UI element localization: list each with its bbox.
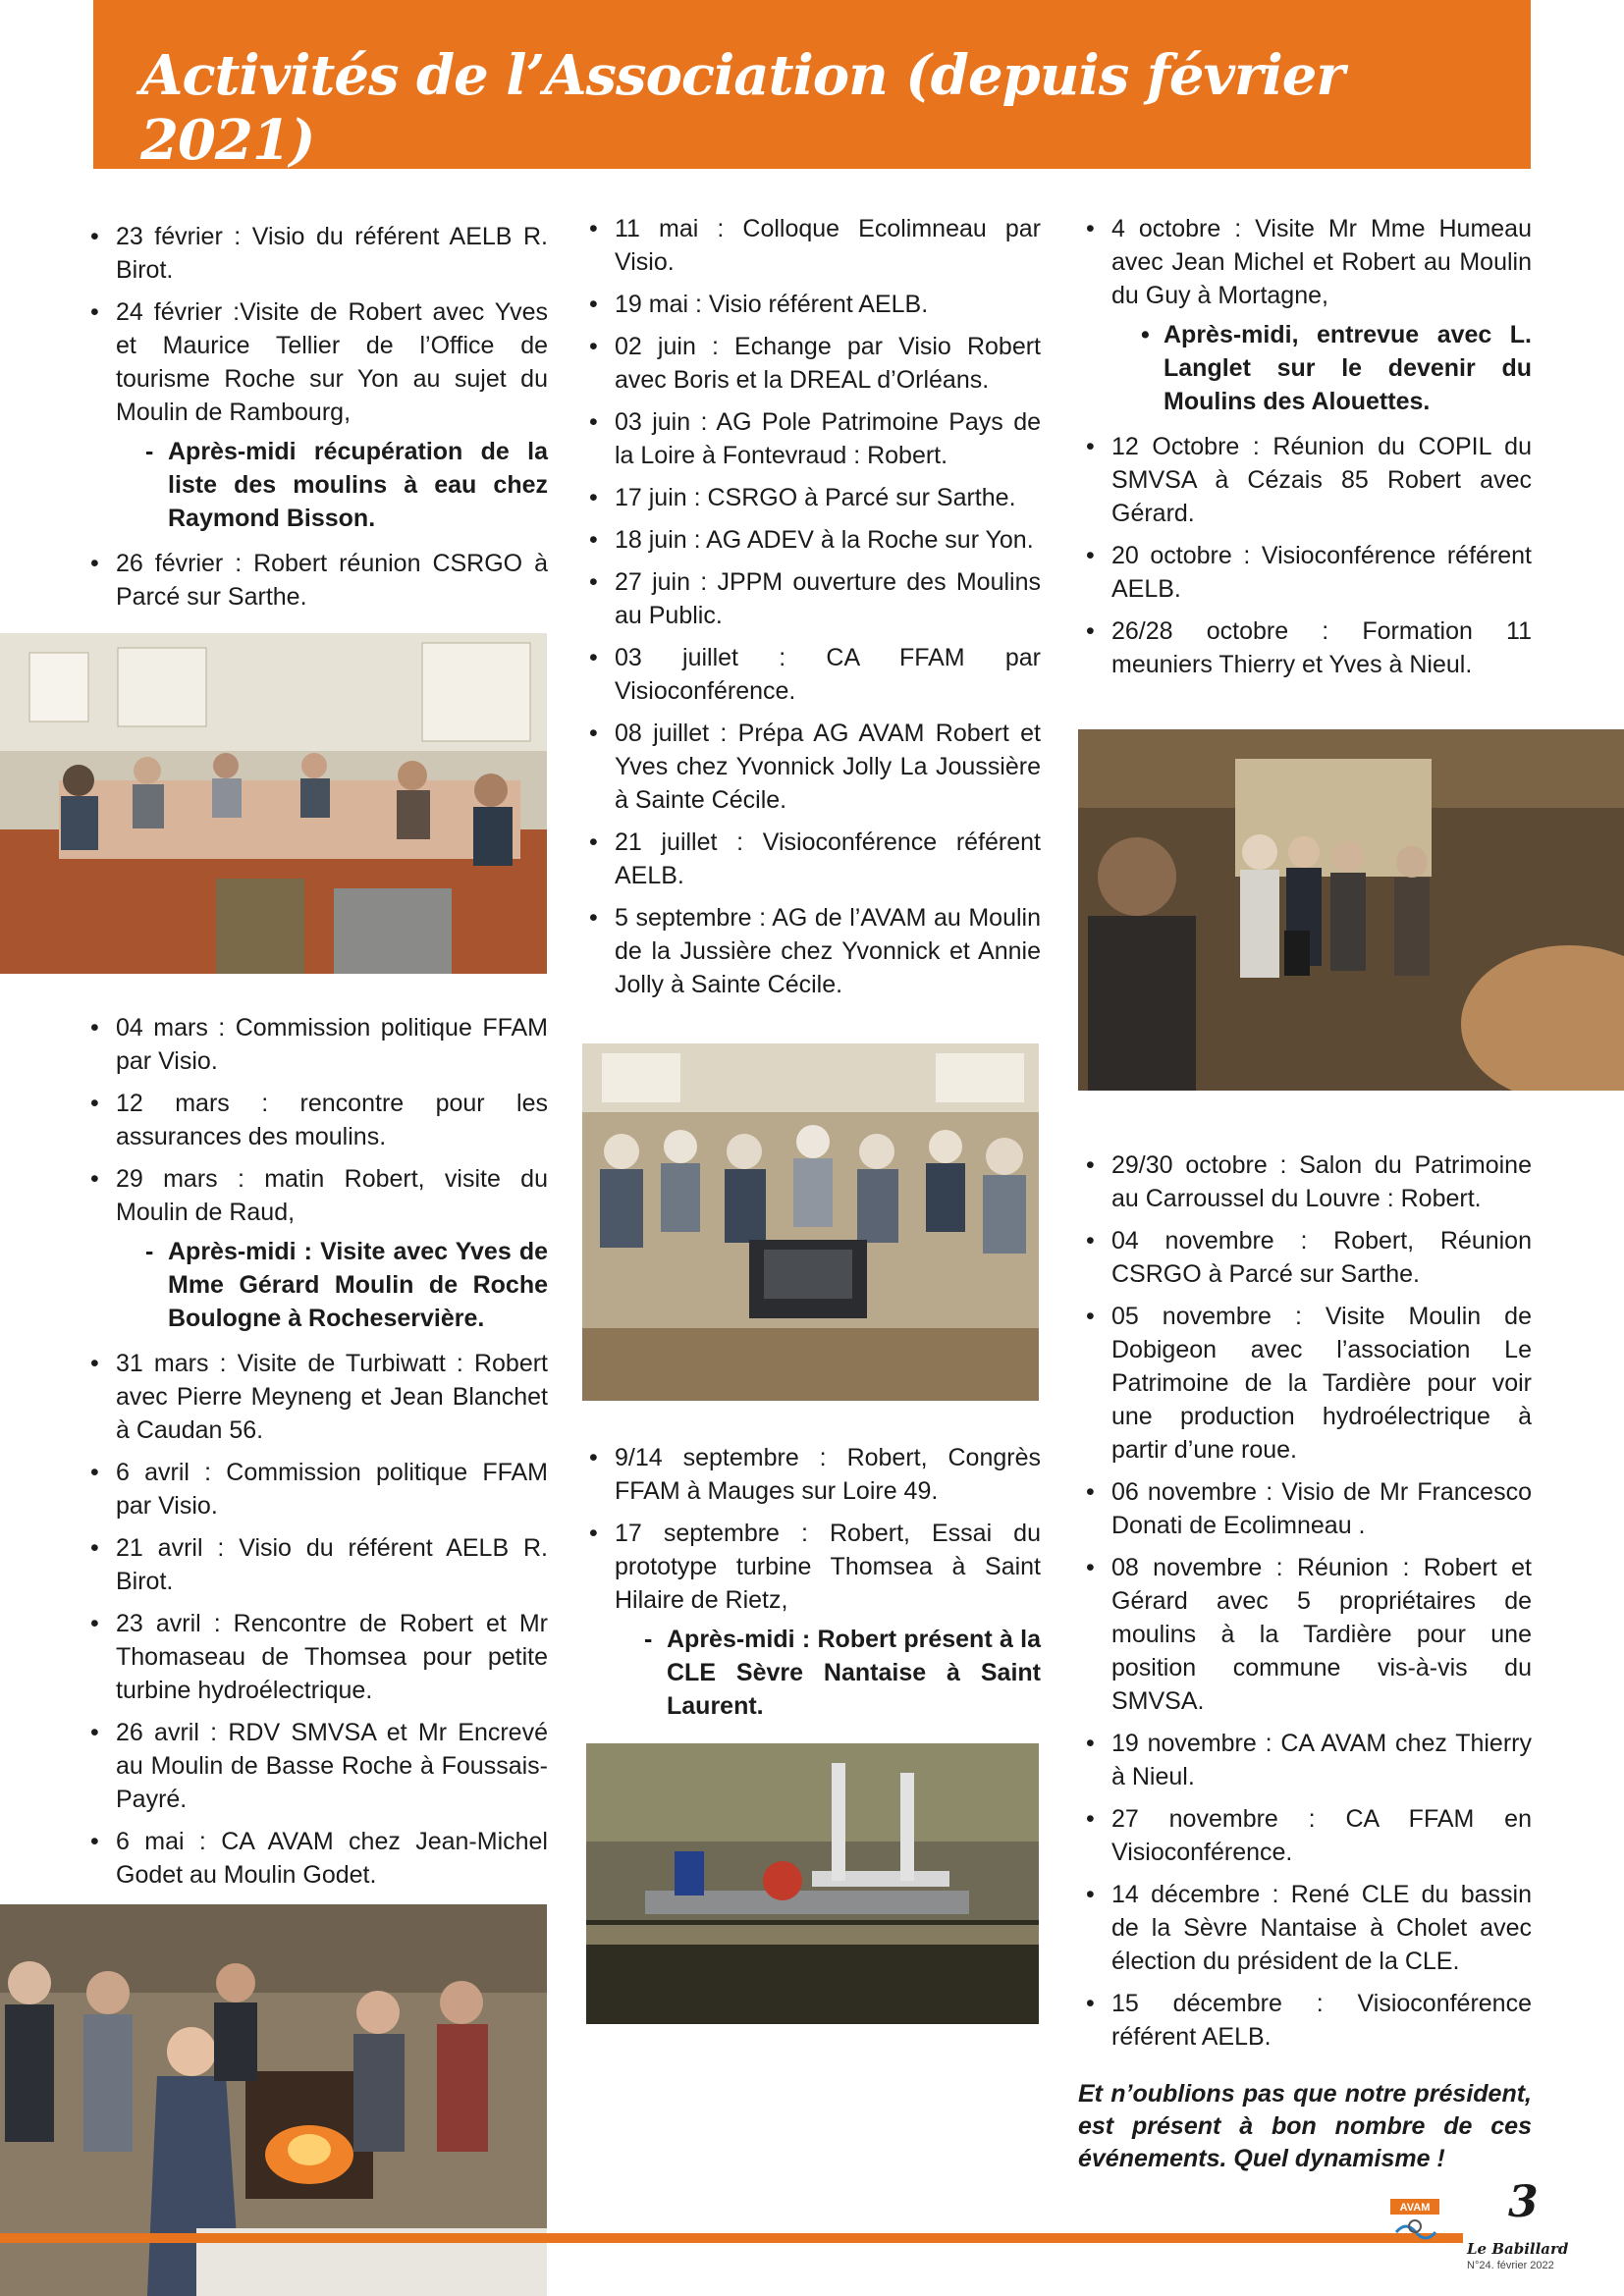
event-sub-item: - Après-midi récupération de la liste des moulins à eau chez Raymond Bisson.: [145, 438, 548, 532]
event-item: [585, 288, 1041, 321]
event-item: [86, 1011, 548, 1078]
svg-text:AVAM: AVAM: [1399, 2202, 1431, 2214]
avam-logo: [1390, 2199, 1439, 2244]
photo-conference-audience: [582, 1043, 1039, 1401]
event-text: 11 mai : Colloque Ecolimneau par Visio.: [615, 215, 1041, 276]
photo-turbine-test: [586, 1743, 1039, 2024]
event-text: 6 mai : CA AVAM chez Jean-Michel Godet au Moulin Godet.: [116, 1828, 548, 1889]
event-text: 05 novembre : Visite Moulin de Dobigeon avec l’association Le Patrimoine de la Tardière pour voir une production hydroélectrique à partir d’une roue.: [1111, 1303, 1532, 1464]
column-2-top: [585, 212, 1041, 1010]
event-text: 4 octobre : Visite Mr Mme Humeau avec Jean Michel et Robert au Moulin du Guy à Mortagne,: [1111, 215, 1532, 309]
header-banner: [93, 0, 1531, 173]
magazine-title: Le Babillard: [1467, 2240, 1569, 2258]
column-2-bottom: [585, 1441, 1041, 1735]
event-text: 12 mars : rencontre pour les assurances des moulins.: [116, 1090, 548, 1150]
photo-mill-visit: [1078, 729, 1624, 1091]
event-item: [86, 1347, 548, 1447]
event-item: [1082, 1300, 1532, 1467]
event-text: 17 septembre : Robert, Essai du prototype turbine Thomsea à Saint Hilaire de Rietz,: [615, 1520, 1041, 1614]
event-text: 23 février : Visio du référent AELB R. Birot.: [116, 223, 548, 284]
event-item: [86, 1825, 548, 1892]
event-sub-item: - Après-midi : Visite avec Yves de Mme Gérard Moulin de Roche Boulogne à Rocheservière.: [145, 1238, 548, 1332]
event-text: 08 novembre : Réunion : Robert et Gérard avec 5 propriétaires de moulins à la Tardière pour une position commune vis-à-vis du SMVSA.: [1111, 1554, 1532, 1715]
event-text: 19 mai : Visio référent AELB.: [615, 291, 929, 318]
event-item: [585, 641, 1041, 708]
event-item: [585, 901, 1041, 1001]
event-text: 27 novembre : CA FFAM en Visioconférence.: [1111, 1805, 1532, 1866]
event-text: 02 juin : Echange par Visio Robert avec Boris et la DREAL d’Orléans.: [615, 333, 1041, 394]
event-text: 26 février : Robert réunion CSRGO à Parcé sur Sarthe.: [116, 550, 548, 611]
page-number: 3: [1508, 2177, 1539, 2227]
event-sub-text: Après-midi récupération de la liste des moulins à eau chez Raymond Bisson.: [168, 438, 548, 532]
event-text: 29/30 octobre : Salon du Patrimoine au Carroussel du Louvre : Robert.: [1111, 1151, 1532, 1212]
magazine-issue: N°24. février 2022: [1467, 2260, 1554, 2271]
event-item: [86, 220, 548, 287]
event-item: [585, 1517, 1041, 1723]
event-item: [86, 1607, 548, 1707]
event-item: [1082, 1148, 1532, 1215]
event-item: [1082, 1551, 1532, 1718]
event-item: [585, 405, 1041, 472]
event-item: [86, 547, 548, 614]
closing-remark: Et n’oublions pas que notre président, est présent à bon nombre de ces événements. Quel dynamisme !: [1078, 2080, 1532, 2172]
event-sub-text: Après-midi, entrevue avec L. Langlet sur le devenir du Moulins des Alouettes.: [1164, 321, 1532, 415]
event-text: 03 juin : AG Pole Patrimoine Pays de la Loire à Fontevraud : Robert.: [615, 408, 1041, 469]
event-text: 08 juillet : Prépa AG AVAM Robert et Yves chez Yvonnick Jolly La Joussière à Sainte Cécile.: [615, 720, 1041, 814]
event-item: [86, 1087, 548, 1153]
event-text: 31 mars : Visite de Turbiwatt : Robert avec Pierre Meyneng et Jean Blanchet à Caudan 56.: [116, 1350, 548, 1444]
event-item: [1082, 1878, 1532, 1978]
event-text: 26/28 octobre : Formation 11 meuniers Thierry et Yves à Nieul.: [1111, 617, 1532, 678]
event-item: [585, 826, 1041, 892]
event-item: [1082, 430, 1532, 530]
event-item: [1082, 1475, 1532, 1542]
event-text: 27 juin : JPPM ouverture des Moulins au Public.: [615, 568, 1041, 629]
event-text: 17 juin : CSRGO à Parcé sur Sarthe.: [615, 484, 1016, 511]
page-title: Activités de l’Association (depuis février 2021): [140, 43, 1344, 173]
event-text: 15 décembre : Visioconférence référent AELB.: [1111, 1990, 1532, 2051]
event-sub-item: - Après-midi : Robert présent à la CLE Sèvre Nantaise à Saint Laurent.: [644, 1626, 1041, 1720]
event-text: 03 juillet : CA FFAM par Visioconférence.: [615, 644, 1041, 705]
event-text: 29 mars : matin Robert, visite du Moulin de Raud,: [116, 1165, 548, 1226]
event-item: [86, 1716, 548, 1816]
event-text: 26 avril : RDV SMVSA et Mr Encrevé au Moulin de Basse Roche à Foussais-Payré.: [116, 1719, 548, 1813]
footer-bar: [0, 2233, 1463, 2243]
event-item: [585, 1441, 1041, 1508]
event-item: [86, 1531, 548, 1598]
event-item: [585, 523, 1041, 557]
event-item: [585, 717, 1041, 817]
event-item: [585, 212, 1041, 279]
event-text: 5 septembre : AG de l’AVAM au Moulin de la Jussière chez Yvonnick et Annie Jolly à Sainte Cécile.: [615, 904, 1041, 998]
event-text: 24 février :Visite de Robert avec Yves et Maurice Tellier de l’Office de tourisme Roche sur Yon au sujet du Moulin de Rambourg,: [116, 298, 548, 426]
event-text: 04 mars : Commission politique FFAM par Visio.: [116, 1014, 548, 1075]
event-text: 18 juin : AG ADEV à la Roche sur Yon.: [615, 526, 1034, 554]
column-3-top: [1082, 212, 1532, 690]
event-text: 20 octobre : Visioconférence référent AELB.: [1111, 542, 1532, 603]
event-text: 9/14 septembre : Robert, Congrès FFAM à Mauges sur Loire 49.: [615, 1444, 1041, 1505]
event-sub-item: • Après-midi, entrevue avec L. Langlet sur le devenir du Moulins des Alouettes.: [1141, 321, 1532, 415]
event-text: 19 novembre : CA AVAM chez Thierry à Nieul.: [1111, 1730, 1532, 1790]
photo-meeting-room: [0, 633, 547, 974]
event-text: 14 décembre : René CLE du bassin de la Sèvre Nantaise à Cholet avec élection du président de la CLE.: [1111, 1881, 1532, 1975]
event-sub-text: Après-midi : Visite avec Yves de Mme Gérard Moulin de Roche Boulogne à Rocheservière.: [168, 1238, 548, 1332]
event-item: [1082, 1802, 1532, 1869]
event-item: [1082, 212, 1532, 418]
event-item: [1082, 1987, 1532, 2054]
event-text: 21 avril : Visio du référent AELB R. Birot.: [116, 1534, 548, 1595]
event-item: [585, 481, 1041, 514]
event-item: [86, 1162, 548, 1335]
event-text: 06 novembre : Visio de Mr Francesco Donati de Ecolimneau .: [1111, 1478, 1532, 1539]
event-text: 6 avril : Commission politique FFAM par Visio.: [116, 1459, 548, 1520]
column-3-bottom: [1082, 1148, 1532, 2062]
event-item: [86, 1456, 548, 1522]
column-1-top: [86, 220, 548, 622]
event-item: [1082, 614, 1532, 681]
event-item: [585, 565, 1041, 632]
event-item: [1082, 1727, 1532, 1793]
event-item: [1082, 1224, 1532, 1291]
event-text: 12 Octobre : Réunion du COPIL du SMVSA à Cézais 85 Robert avec Gérard.: [1111, 433, 1532, 527]
event-text: 21 juillet : Visioconférence référent AELB.: [615, 828, 1041, 889]
event-item: [1082, 539, 1532, 606]
event-text: 04 novembre : Robert, Réunion CSRGO à Parcé sur Sarthe.: [1111, 1227, 1532, 1288]
event-text: 23 avril : Rencontre de Robert et Mr Thomaseau de Thomsea pour petite turbine hydroélectrique.: [116, 1610, 548, 1704]
column-1-bottom: [86, 1011, 548, 1900]
event-sub-text: Après-midi : Robert présent à la CLE Sèvre Nantaise à Saint Laurent.: [667, 1626, 1041, 1720]
event-item: [585, 330, 1041, 397]
event-item: [86, 295, 548, 535]
